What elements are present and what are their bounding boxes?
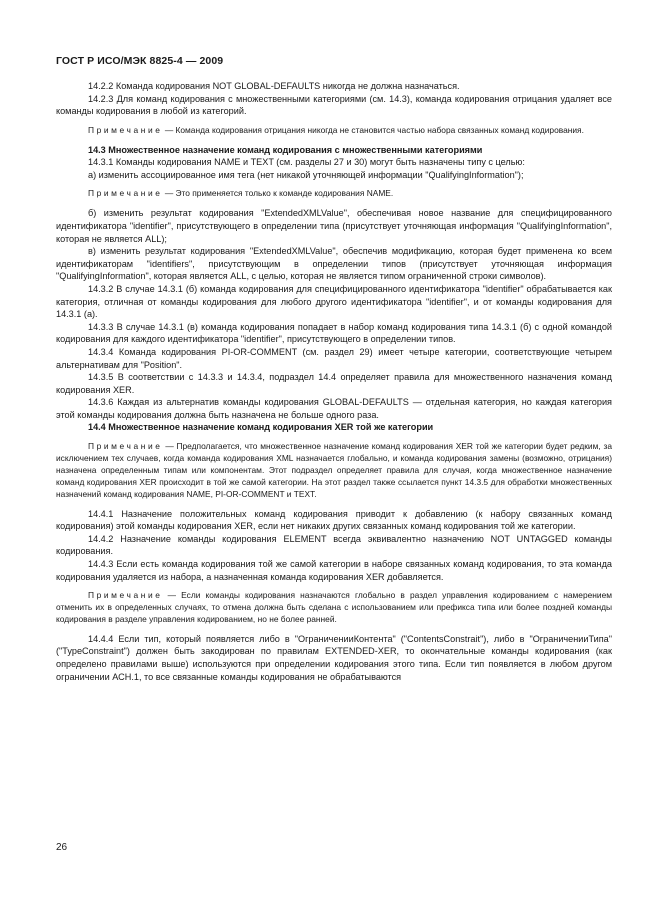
page-number: 26: [56, 842, 68, 853]
para-14-4-1: 14.4.1 Назначение положительных команд кодирования приводит к добавлению (к набору связанных команд кодирования) этой команды кодирования XER, если нет никаких других связанных команд кодирования той же категории.: [56, 508, 612, 532]
note-4: [56, 590, 612, 626]
note-label: Примечание: [88, 441, 163, 452]
page-header: ГОСТ Р ИСО/МЭК 8825-4 — 2009: [56, 55, 224, 67]
note-label: Примечание: [88, 124, 163, 135]
note-1: [56, 125, 612, 137]
para-14-3-3: 14.3.3 В случае 14.3.1 (в) команда кодирования попадает в набор команд кодирования типа 14.3.1 (б) с одной командой кодирования для каждого идентификатора "identifier", присутствующего в определении типов.: [56, 321, 612, 345]
note-2: [56, 188, 612, 200]
para-14-3-1-b: б) изменить результат кодирования "ExtendedXMLValue", обеспечивая новое название для специфицированного идентификатора "identifier", присутствующего в определении типа (присутствует уточняющая информация "QualifyingInformation", которая не является ALL);: [56, 208, 612, 244]
para-14-4-4: 14.4.4 Если тип, который появляется либо в "ОграниченииКонтента" ("ContentsConstrait"), либо в "ОграниченииТипа" ("TypeConstraint") должен быть закодирован по правилам EXTENDED-XER, то окончательные команды кодирования (как определено правилами выше) используются при определении кодирования этого типа. Если тип появляется в любом другом ограничении АСН.1, то все связанные команды кодирования не обрабатываются: [56, 633, 612, 682]
page-content: [56, 80, 612, 683]
para-14-2-3: 14.2.3 Для команд кодирования с множественными категориями (см. 14.3), команда кодирования отрицания удаляет все команды кодирования в любой из категорий.: [56, 93, 612, 117]
note-3: [56, 441, 612, 501]
para-14-3-4: 14.3.4 Команда кодирования PI-OR-COMMENT (см. раздел 29) имеет четыре категории, соответствующие четырем альтернативам для "Position".: [56, 346, 612, 370]
heading-14-3: 14.3 Множественное назначение команд кодирования с множественными категориями: [88, 144, 483, 155]
para-14-3-2: 14.3.2 В случае 14.3.1 (б) команда кодирования для специфицированного идентификатора "identifier" обрабатывается как категория, отличная от команды кодирования для любого другого идентификатора "identifier", и от команды кодирования для 14.3.1 (а).: [56, 283, 612, 320]
note-label: Примечание: [88, 590, 163, 601]
para-14-3-1-a: a) изменить ассоциированное имя тега (нет никакой уточняющей информации "QualifyingInformation");: [88, 169, 524, 180]
para-14-3-1-v: в) изменить результат кодирования "ExtendedXMLValue", обеспечив модификацию, которая будет применена ко всем идентификаторам "identifiers", присутствующим в определении типов (присутствует уточняющая информация "QualifyingInformation", которая является ALL, с целью, которая не является типом ограниченной строки символов).: [56, 246, 612, 282]
heading-14-4: 14.4 Множественное назначение команд кодирования XER той же категории: [88, 422, 434, 433]
note-text: — Предполагается, что множественное назначение команд кодирования XER той же категории будет редким, за исключением тех случаев, когда команда кодирования XML назначается глобально, и команда кодирования замены (возможно, отрицания) назначена определенным типам или компонентам. Этот подраздел определяет правила для случая, когда множественное назначение команд кодирования XER происходит в той же самой категории. На этот раздел также ссылается пункт 14.3.5 для обработки множественных назначений команд кодирования NAME, PI-OR-COMMENT и TEXT.: [56, 441, 612, 499]
para-14-4-3: 14.4.3 Если есть команда кодирования той же самой категории в наборе связанных команд кодирования, то эта команда кодирования удаляется из набора, а назначенная команда кодирования XER добавляется.: [56, 558, 612, 582]
para-14-3-6: 14.3.6 Каждая из альтернатив команды кодирования GLOBAL-DEFAULTS — отдельная категория, но каждая категория этой команды кодирования должна быть назначена не больше одного раза.: [56, 397, 612, 420]
para-14-4-2: 14.4.2 Назначение команды кодирования ELEMENT всегда эквивалентно назначению NOT UNTAGGED команды кодирования.: [56, 533, 612, 557]
para-14-3-5: 14.3.5 В соответствии с 14.3.3 и 14.3.4, подраздел 14.4 определяет правила для множественного назначения команд кодирования XER.: [56, 372, 612, 395]
note-text: — Если команды кодирования назначаются глобально в раздел управления кодированием с намерением отменить их в определенных случаях, то отмена должна быть сделана с использованием или префикса типа или более поздней команды кодирования в разделе управления кодированием, но не более ранней.: [56, 590, 612, 624]
note-label: Примечание: [88, 188, 163, 199]
note-text: — Команда кодирования отрицания никогда не становится частью набора связанных команд кодирования.: [164, 124, 584, 135]
para-14-3-1: 14.3.1 Команды кодирования NAME и TEXT (см. разделы 27 и 30) могут быть назначены типу с целью:: [88, 157, 525, 168]
note-text: — Это применяется только к команде кодирования NAME.: [164, 188, 394, 199]
para-14-2-2: 14.2.2 Команда кодирования NOT GLOBAL-DEFAULTS никогда не должна назначаться.: [88, 81, 460, 91]
